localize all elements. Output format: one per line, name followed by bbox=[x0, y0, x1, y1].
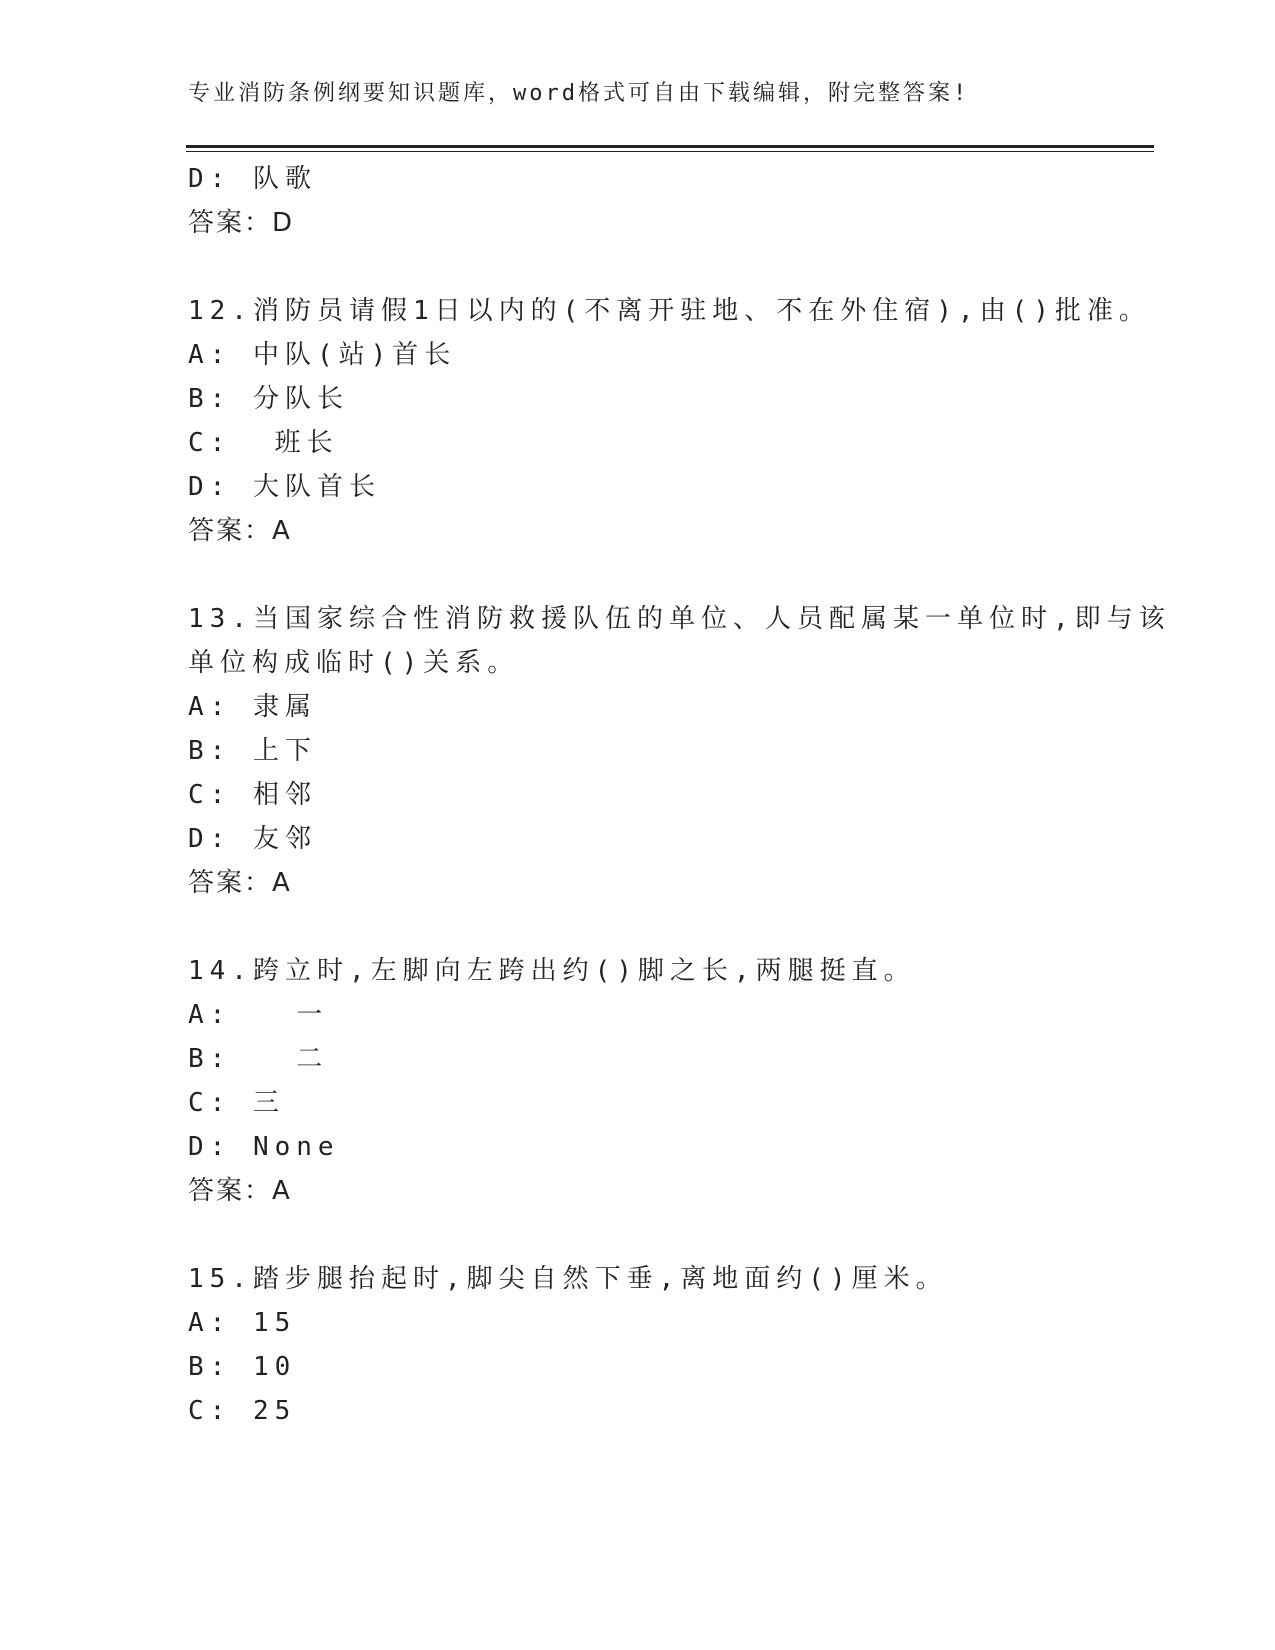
q15-option-a: A: 15 bbox=[188, 1308, 297, 1338]
q13-option-a: A: 隶属 bbox=[188, 692, 317, 722]
q14-option-b: B: 二 bbox=[188, 1044, 329, 1074]
q15-option-c: C: 25 bbox=[188, 1396, 297, 1426]
q13-answer: 答案：A bbox=[188, 868, 292, 898]
q12-option-b: B: 分队长 bbox=[188, 384, 349, 414]
header-rule-thick bbox=[186, 145, 1154, 148]
q12-option-a: A: 中队(站)首长 bbox=[188, 340, 457, 370]
q13-option-d: D: 友邻 bbox=[188, 824, 317, 854]
q13-question-line1: 13.当国家综合性消防救援队伍的单位、人员配属某一单位时,即与该 bbox=[188, 604, 1171, 634]
q14-answer: 答案：A bbox=[188, 1176, 292, 1206]
page-header: 专业消防条例纲要知识题库，word格式可自由下载编辑，附完整答案! bbox=[188, 81, 970, 106]
q14-option-a: A: 一 bbox=[188, 1000, 329, 1030]
q13-question-line2: 单位构成临时()关系。 bbox=[188, 648, 520, 678]
q14-option-d: D: None bbox=[188, 1132, 340, 1162]
q12-option-d: D: 大队首长 bbox=[188, 472, 381, 502]
prev-option-d: D: 队歌 bbox=[188, 164, 317, 194]
q14-question: 14.跨立时,左脚向左跨出约()脚之长,两腿挺直。 bbox=[188, 956, 916, 986]
q12-option-c: C: 班长 bbox=[188, 428, 339, 458]
q15-question: 15.踏步腿抬起时,脚尖自然下垂,离地面约()厘米。 bbox=[188, 1264, 948, 1294]
q13-option-b: B: 上下 bbox=[188, 736, 317, 766]
header-rule-thin bbox=[186, 151, 1154, 152]
q15-option-b: B: 10 bbox=[188, 1352, 297, 1382]
q13-option-c: C: 相邻 bbox=[188, 780, 317, 810]
prev-answer: 答案：D bbox=[188, 208, 295, 238]
q12-answer: 答案：A bbox=[188, 516, 292, 546]
q14-option-c: C: 三 bbox=[188, 1088, 285, 1118]
q12-question: 12.消防员请假1日以内的(不离开驻地、不在外住宿),由()批准。 bbox=[188, 296, 1151, 326]
